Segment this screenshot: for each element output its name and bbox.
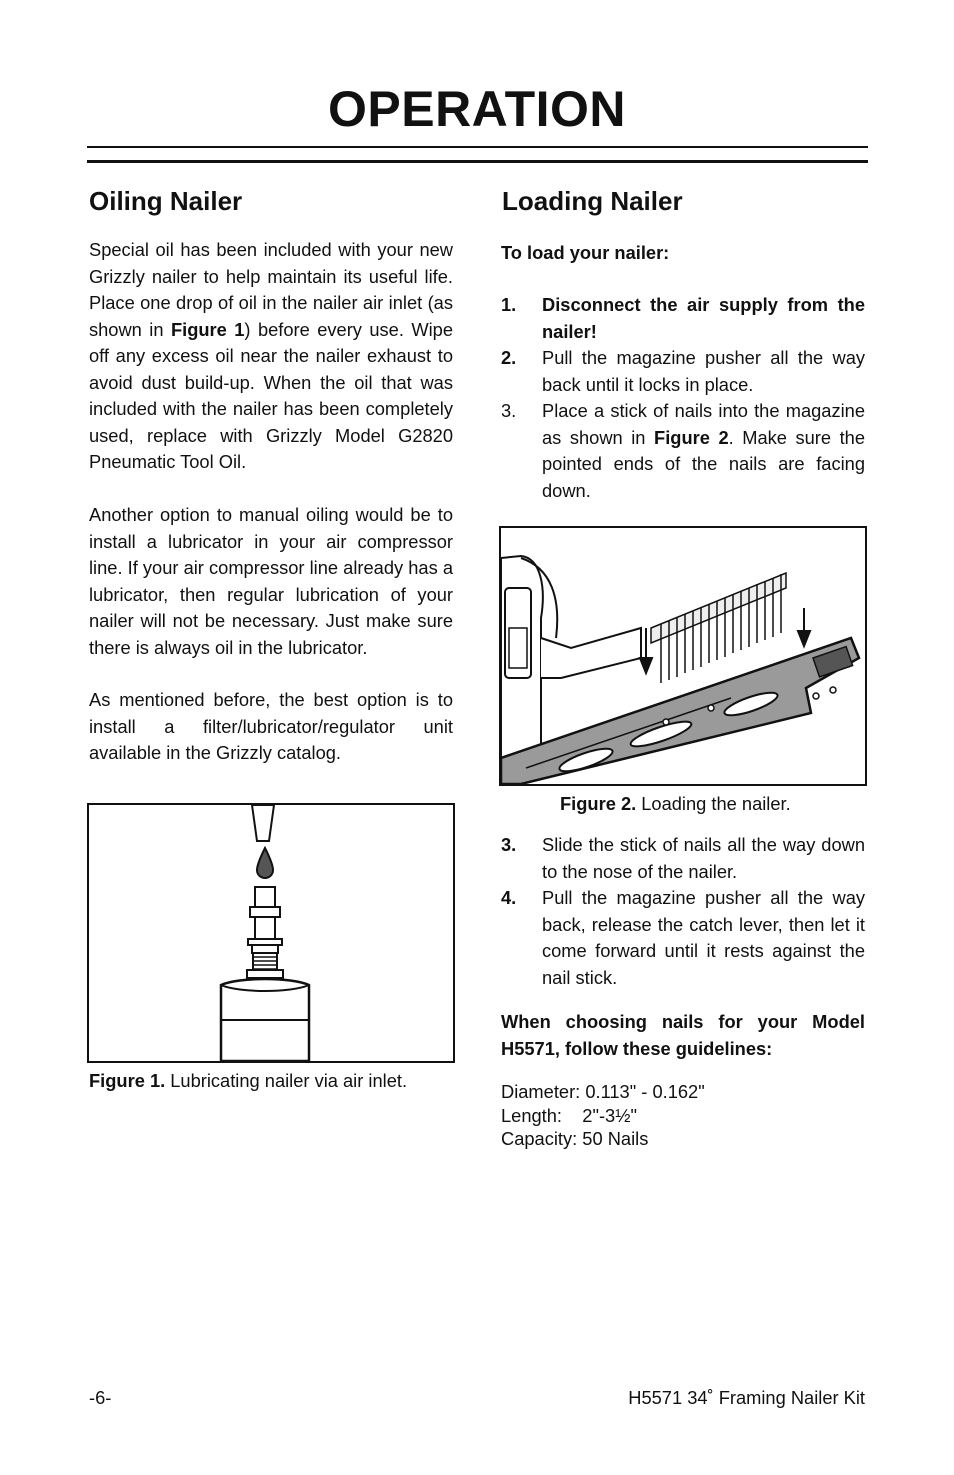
loading-intro: To load your nailer: xyxy=(501,242,670,263)
figure-1-caption xyxy=(89,1070,407,1092)
step-2-number: 2. xyxy=(501,347,517,368)
spec-diameter: Diameter: 0.113" - 0.162" xyxy=(501,1081,705,1102)
figure-2-caption-text: Loading the nailer. xyxy=(636,793,791,814)
step-4-text: Pull the magazine pusher all the way back, release the catch lever, then let it come forward until it rests against the nail stick. xyxy=(542,887,865,988)
figure-1-caption-text: Lubricating nailer via air inlet. xyxy=(165,1070,408,1091)
loading-heading: Loading Nailer xyxy=(502,186,683,216)
oiling-p1-text-b: ) before every use. Wipe off any excess oil near the nailer exhaust to avoid dust build-up. When the oil that was included with the nailer has been completely used, replace with Grizzly Model G2820 Pneumatic Tool Oil. xyxy=(89,318,453,472)
page-number: -6- xyxy=(89,1387,112,1408)
air-inlet-oiling-illustration xyxy=(89,805,453,1061)
page-title: OPERATION xyxy=(327,81,627,137)
figure-2-caption xyxy=(560,793,791,815)
step-1-text: Disconnect the air supply from the nailer! xyxy=(542,294,865,342)
figure-1-reference: Figure 1 xyxy=(170,318,245,340)
step-1-number: 1. xyxy=(501,294,517,315)
spec-length: Length: 2"-3½" xyxy=(501,1105,637,1126)
oil-bottle-tip-icon xyxy=(252,805,274,841)
title-rule-thick xyxy=(87,160,868,163)
document-title: H5571 34˚ Framing Nailer Kit xyxy=(628,1387,865,1408)
oiling-p1-text-a: Special oil has been included with your new Grizzly nailer to help maintain its useful life. Place one drop of oil in the nailer air inlet (as shown in xyxy=(89,239,453,340)
spec-capacity: Capacity: 50 Nails xyxy=(501,1128,649,1149)
figure-2-reference: Figure 2 xyxy=(654,426,729,448)
figure-1-label: Figure 1. xyxy=(89,1070,166,1091)
title-rule-thin xyxy=(87,146,868,148)
step-3b-text: Slide the stick of nails all the way down to the nose of the nailer. xyxy=(542,834,865,882)
oiling-paragraph-1 xyxy=(89,237,453,476)
nailer-loading-illustration xyxy=(501,528,865,784)
oiling-heading: Oiling Nailer xyxy=(89,186,243,216)
down-arrow-icon xyxy=(798,608,810,646)
step-3-text-b: . Make sure the pointed ends of the nails are facing down. xyxy=(542,426,866,501)
step-4-number: 4. xyxy=(501,887,517,908)
nail-guidelines-note: When choosing nails for your Model H5571, follow these guidelines: xyxy=(501,1011,865,1059)
figure-1-image xyxy=(87,803,455,1063)
step-2-text: Pull the magazine pusher all the way back until it locks in place. xyxy=(542,347,865,395)
oiling-paragraph-2: Another option to manual oiling would be to install a lubricator in your air compressor line. If your air compressor line already has a lubricator, then regular lubrication of your nailer will not be necessary. Just make sure there is always oil in the lubricator. xyxy=(89,504,453,658)
step-3-number: 3. xyxy=(501,400,517,421)
step-3b-number: 3. xyxy=(501,834,517,855)
figure-2-label: Figure 2. xyxy=(560,793,637,814)
step-3-text-a: Place a stick of nails into the magazine as shown in xyxy=(542,400,865,448)
step-3-text xyxy=(542,398,865,504)
figure-2-image xyxy=(499,526,867,786)
oiling-paragraph-3: As mentioned before, the best option is to install a filter/lubricator/regulator unit available in the Grizzly catalog. xyxy=(89,689,453,763)
oil-drop-icon xyxy=(257,848,273,878)
